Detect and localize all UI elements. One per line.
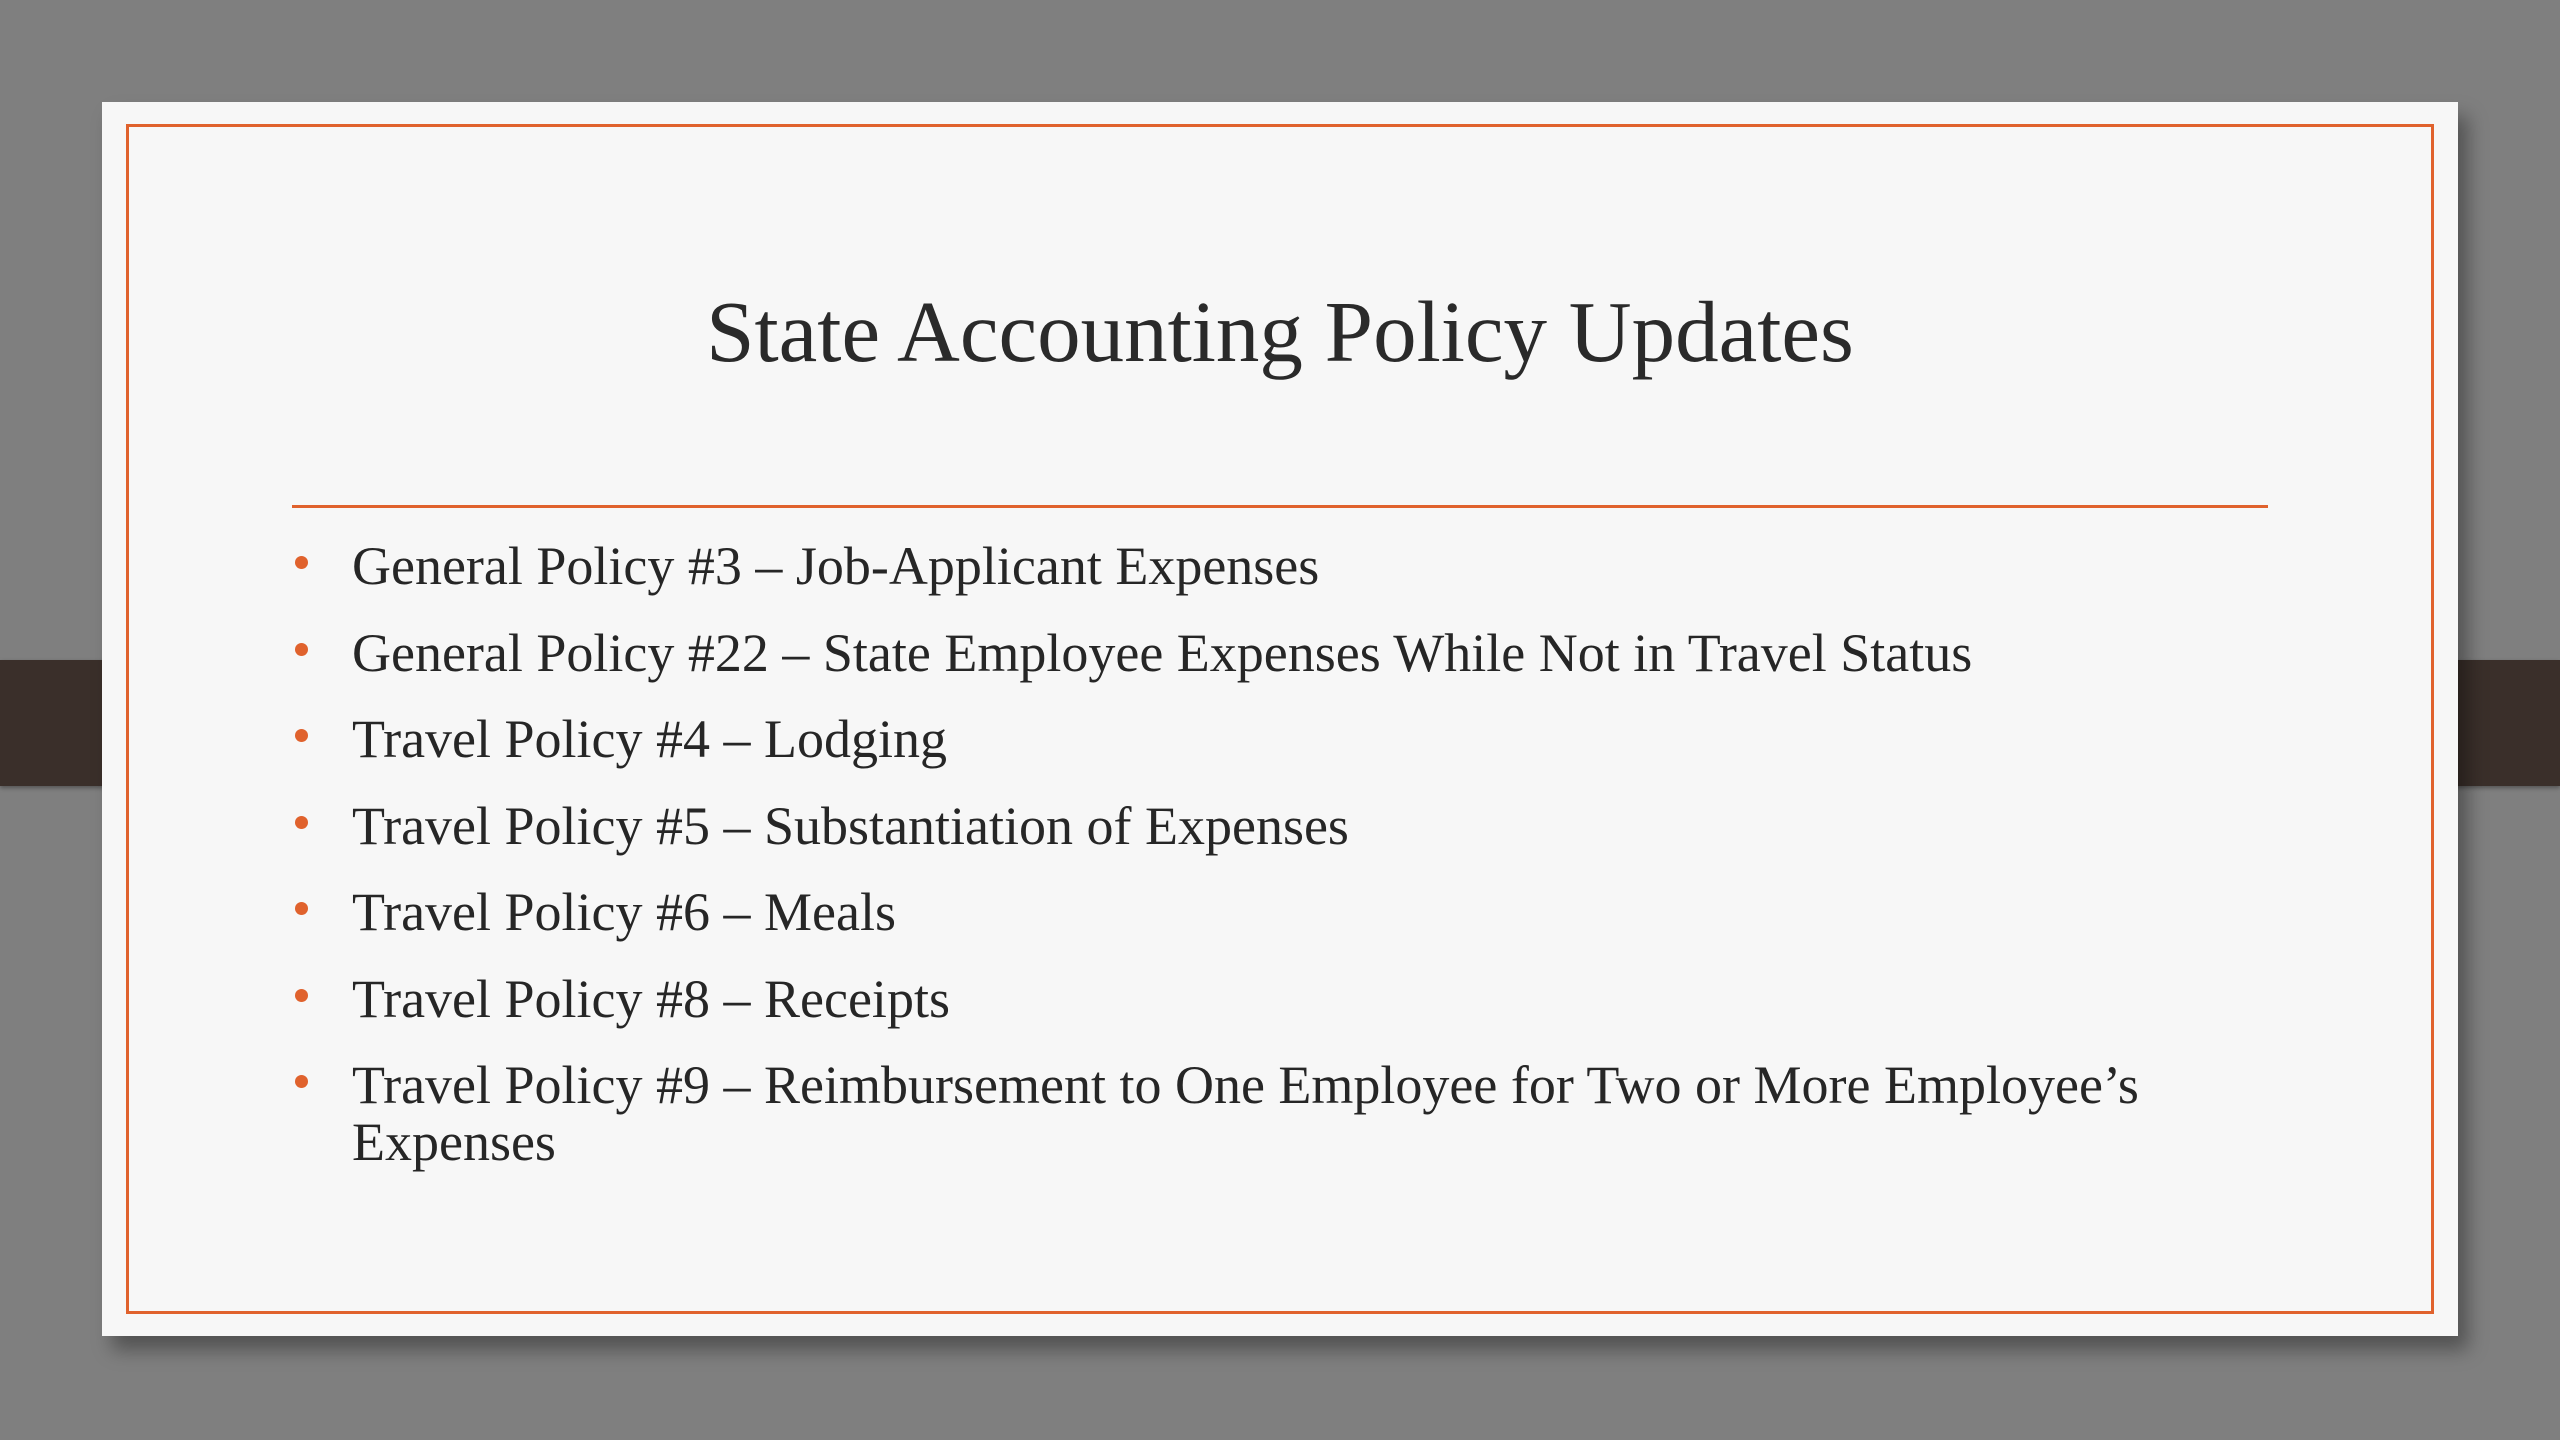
- bullet-dot-icon: [295, 989, 308, 1002]
- title-divider: [292, 505, 2268, 508]
- bullet-dot-icon: [295, 729, 308, 742]
- bullet-text: Travel Policy #5 – Substantiation of Expenses: [352, 795, 1349, 856]
- bullet-item: [292, 711, 2268, 768]
- bullet-dot-icon: [295, 1075, 308, 1088]
- slide: [102, 102, 2458, 1336]
- bullet-item: [292, 1057, 2268, 1171]
- bullet-text: Travel Policy #4 – Lodging: [352, 709, 948, 769]
- bullet-item: [292, 622, 2268, 683]
- bullet-text: General Policy #22 – State Employee Expenses While Not in Travel Status: [352, 622, 1973, 683]
- slide-title: State Accounting Policy Updates: [706, 283, 1854, 380]
- bullet-text: General Policy #3 – Job-Applicant Expenses: [352, 536, 1320, 596]
- bullet-item: [292, 884, 2268, 941]
- bullet-dot-icon: [295, 902, 308, 915]
- bullet-item: [292, 538, 2268, 595]
- bullet-dot-icon: [295, 816, 308, 829]
- bullet-text: Travel Policy #8 – Receipts: [352, 968, 950, 1029]
- bullet-item: [292, 795, 2268, 856]
- bullet-text: Travel Policy #6 – Meals: [352, 882, 896, 942]
- bullet-dot-icon: [295, 643, 308, 656]
- bullet-text: Travel Policy #9 – Reimbursement to One Employee for Two or More Employee’s Expenses: [352, 1055, 2139, 1172]
- bullet-item: [292, 968, 2268, 1029]
- bullet-dot-icon: [295, 556, 308, 569]
- bullet-list: [292, 538, 2268, 1201]
